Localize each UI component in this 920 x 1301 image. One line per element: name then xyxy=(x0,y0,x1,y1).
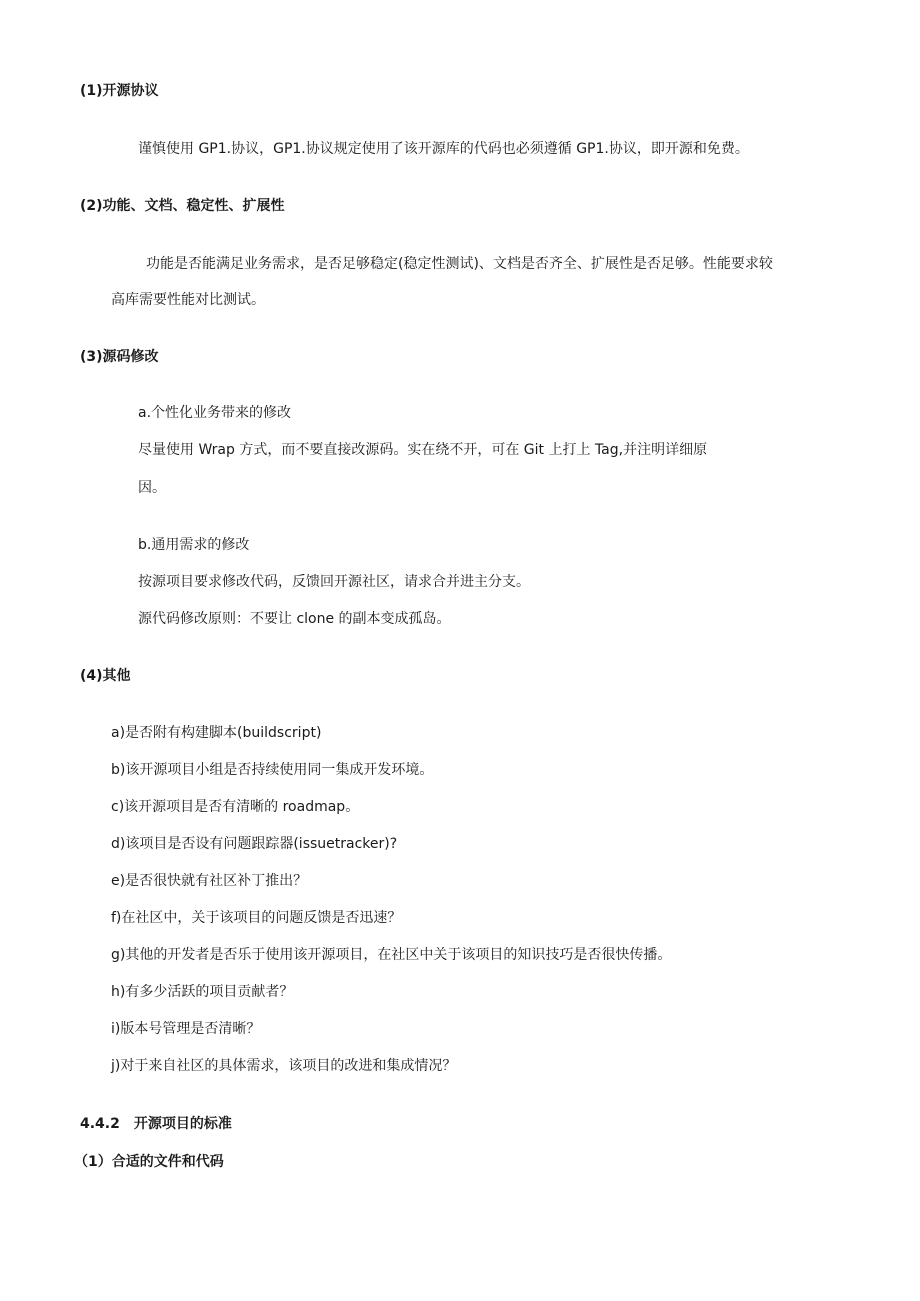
paragraph-license: 谨慎使用 GP1.协议，GP1.协议规定使用了该开源库的代码也必须遵循 GP1.协议，即开源和免费。 xyxy=(138,141,749,157)
list-item: f)在社区中，关于该项目的问题反馈是否迅速？ xyxy=(111,910,402,926)
section-heading-1: (1)开源协议 xyxy=(80,83,159,99)
list-item: i)版本号管理是否清晰？ xyxy=(111,1021,261,1037)
list-item: h)有多少活跃的项目贡献者？ xyxy=(111,984,294,1000)
list-item: d)该项目是否设有问题跟踪器(issuetracker)? xyxy=(111,836,398,852)
paragraph-a-1: 尽量使用 Wrap 方式，而不要直接改源码。实在绕不开，可在 Git 上打上 Tag,并注明详细原 xyxy=(138,442,708,458)
subsection-heading-1: （1）合适的文件和代码 xyxy=(74,1154,224,1170)
list-item: g)其他的开发者是否乐于使用该开源项目，在社区中关于该项目的知识技巧是否很快传播。 xyxy=(111,947,672,963)
section-heading-2: (2)功能、文档、稳定性、扩展性 xyxy=(80,198,285,214)
subheading-b: b.通用需求的修改 xyxy=(138,537,250,553)
paragraph-function-2: 高库需要性能对比测试。 xyxy=(111,292,265,308)
list-item: a)是否附有构建脚本(buildscript) xyxy=(111,725,322,741)
list-item: j)对于来自社区的具体需求，该项目的改进和集成情况？ xyxy=(111,1058,457,1074)
list-item: e)是否很快就有社区补丁推出？ xyxy=(111,873,308,889)
section-heading-4: (4)其他 xyxy=(80,668,131,684)
section-heading-442: 4.4.2 开源项目的标准 xyxy=(80,1116,232,1132)
paragraph-b-1: 按源项目要求修改代码，反馈回开源社区，请求合并进主分支。 xyxy=(138,574,530,590)
list-item: c)该开源项目是否有清晰的 roadmap。 xyxy=(111,799,360,815)
subheading-a: a.个性化业务带来的修改 xyxy=(138,405,292,421)
section-heading-3: (3)源码修改 xyxy=(80,349,159,365)
paragraph-function-1: 功能是否能满足业务需求，是否足够稳定(稳定性测试)、文档是否齐全、扩展性是否足够。性能要求较 xyxy=(146,256,773,272)
paragraph-a-2: 因。 xyxy=(138,480,166,496)
paragraph-b-2: 源代码修改原则：不要让 clone 的副本变成孤岛。 xyxy=(138,611,451,627)
list-item: b)该开源项目小组是否持续使用同一集成开发环境。 xyxy=(111,762,434,778)
